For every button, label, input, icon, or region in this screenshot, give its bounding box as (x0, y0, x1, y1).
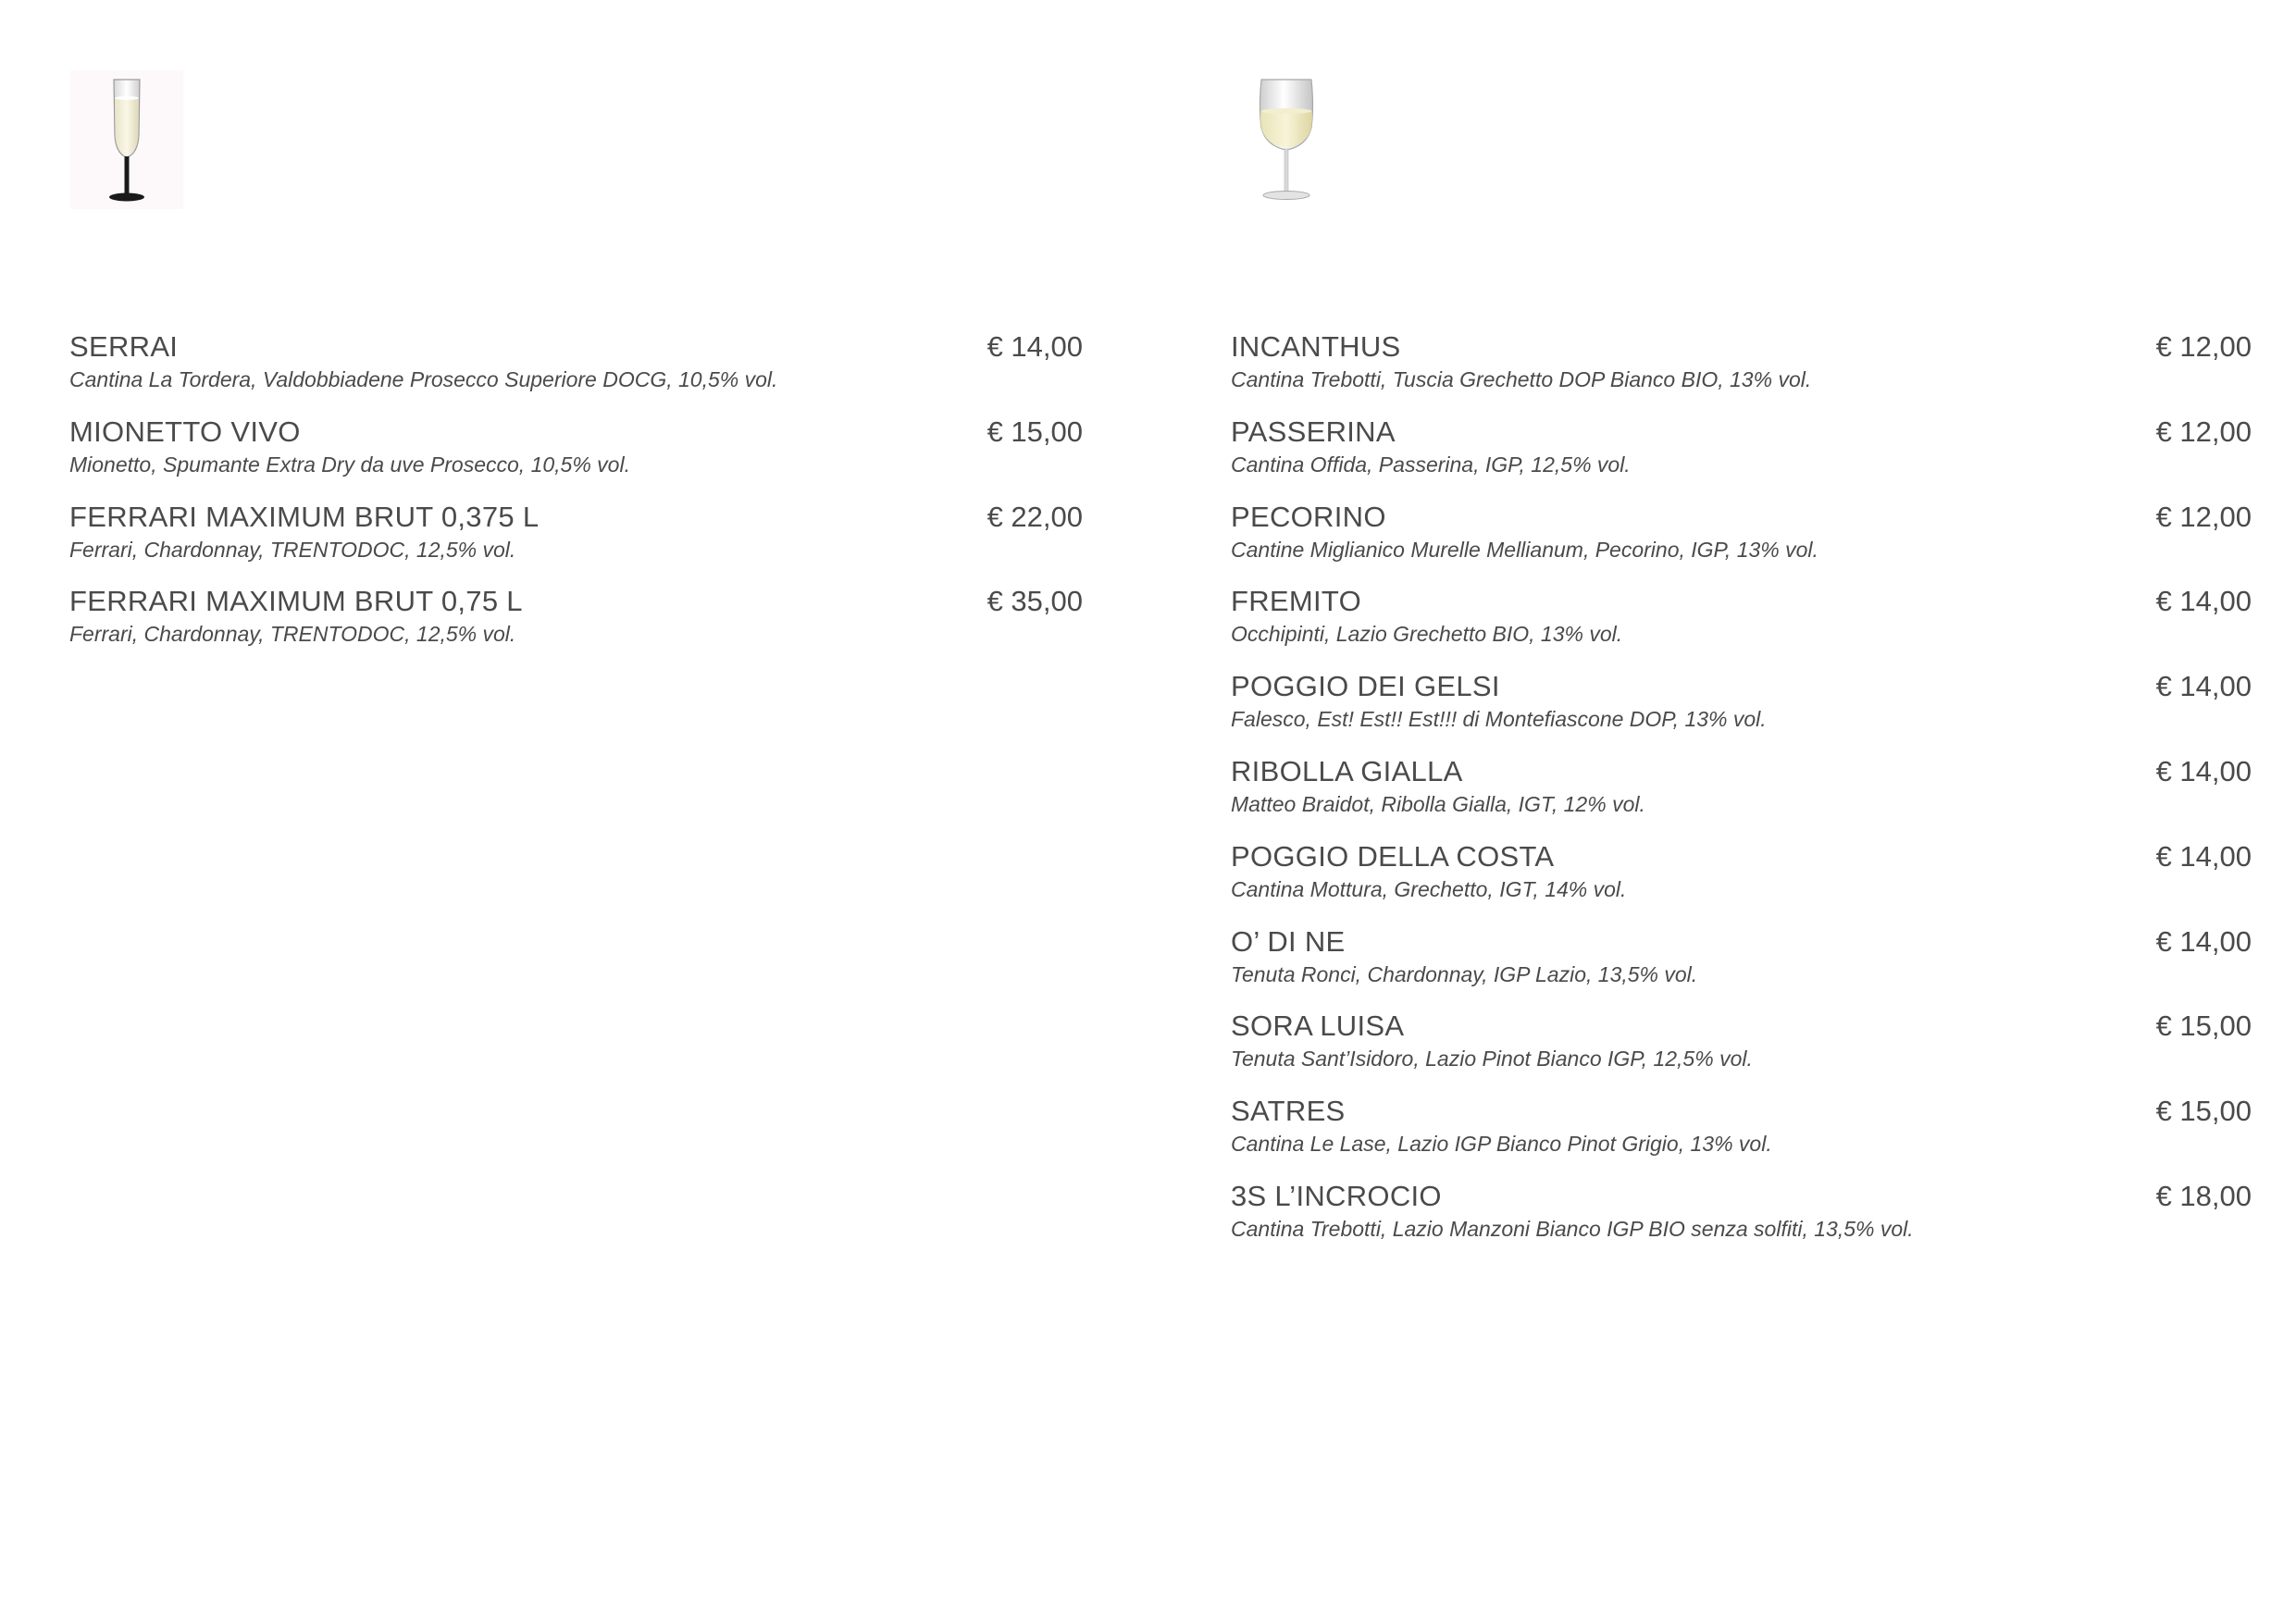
wine-price: € 14,00 (2155, 839, 2252, 873)
wine-price: € 22,00 (987, 500, 1083, 533)
wine-description: Cantina Trebotti, Lazio Manzoni Bianco IGP BIO senza solfiti, 13,5% vol. (1231, 1216, 1914, 1241)
wine-price: € 15,00 (2155, 1095, 2252, 1128)
wine-price: € 14,00 (987, 330, 1083, 363)
wine-description: Matteo Braidot, Ribolla Gialla, IGT, 12% vol. (1231, 791, 1645, 816)
wine-description: Cantina Mottura, Grechetto, IGT, 14% vol. (1231, 876, 1627, 901)
list-item (1231, 1093, 2252, 1178)
wine-name: PECORINO (1231, 500, 1386, 533)
wine-name: 3S L’INCROCIO (1231, 1179, 1442, 1212)
wine-description: Cantina Le Lase, Lazio IGP Bianco Pinot Grigio, 13% vol. (1231, 1132, 1772, 1157)
list-item (1231, 583, 2252, 668)
list-item (1231, 414, 2252, 499)
list-item (69, 583, 1083, 668)
list-item (1231, 923, 2252, 1009)
wine-name: O’ DI NE (1231, 924, 1346, 958)
wine-name: FERRARI MAXIMUM BRUT 0,75 L (69, 585, 523, 618)
wine-price: € 12,00 (2155, 330, 2252, 363)
sparkling-wine-list (69, 328, 1083, 668)
wine-price: € 35,00 (987, 585, 1083, 618)
wine-name: POGGIO DELLA COSTA (1231, 839, 1555, 873)
wine-name: PASSERINA (1231, 415, 1396, 448)
wine-price: € 12,00 (2155, 500, 2252, 533)
wine-price: € 14,00 (2155, 670, 2252, 703)
list-item (1231, 328, 2252, 414)
list-item (1231, 668, 2252, 753)
wine-name: FERRARI MAXIMUM BRUT 0,375 L (69, 500, 540, 533)
wine-description: Cantina Offida, Passerina, IGP, 12,5% vol. (1231, 452, 1631, 477)
wine-name: RIBOLLA GIALLA (1231, 754, 1463, 787)
wine-price: € 15,00 (2155, 1010, 2252, 1043)
wine-price: € 14,00 (2155, 924, 2252, 958)
wine-name: MIONETTO VIVO (69, 415, 301, 448)
list-item (1231, 1008, 2252, 1093)
wine-description: Tenuta Ronci, Chardonnay, IGP Lazio, 13,5% vol. (1231, 961, 1698, 986)
list-item (1231, 1178, 2252, 1263)
wine-name: INCANTHUS (1231, 330, 1401, 363)
wine-description: Ferrari, Chardonnay, TRENTODOC, 12,5% vol. (69, 622, 516, 647)
wine-description: Cantine Miglianico Murelle Mellianum, Pecorino, IGP, 13% vol. (1231, 537, 1818, 562)
white-wine-list (1231, 328, 2252, 1263)
list-item (1231, 499, 2252, 584)
wine-description: Cantina La Tordera, Valdobbiadene Prosecco Superiore DOCG, 10,5% vol. (69, 367, 778, 391)
list-item (1231, 753, 2252, 838)
wine-name: FREMITO (1231, 585, 1362, 618)
wine-price: € 14,00 (2155, 585, 2252, 618)
wine-price: € 18,00 (2155, 1179, 2252, 1212)
wine-description: Tenuta Sant’Isidoro, Lazio Pinot Bianco IGP, 12,5% vol. (1231, 1047, 1753, 1072)
list-item (69, 499, 1083, 584)
wine-description: Mionetto, Spumante Extra Dry da uve Prosecco, 10,5% vol. (69, 452, 630, 477)
wine-price: € 15,00 (987, 415, 1083, 448)
wine-description: Falesco, Est! Est!! Est!!! di Montefiascone DOP, 13% vol. (1231, 707, 1767, 732)
list-item (69, 328, 1083, 414)
wine-description: Ferrari, Chardonnay, TRENTODOC, 12,5% vol. (69, 537, 516, 562)
wine-name: SORA LUISA (1231, 1010, 1405, 1043)
wine-name: SATRES (1231, 1095, 1346, 1128)
wine-name: POGGIO DEI GELSI (1231, 670, 1500, 703)
wine-description: Cantina Trebotti, Tuscia Grechetto DOP Bianco BIO, 13% vol. (1231, 367, 1812, 391)
list-item (1231, 838, 2252, 923)
wine-price: € 12,00 (2155, 415, 2252, 448)
list-item (69, 414, 1083, 499)
champagne-flute-icon (70, 70, 183, 209)
wine-name: SERRAI (69, 330, 179, 363)
white-wine-glass-icon (1240, 70, 1333, 209)
wine-description: Occhipinti, Lazio Grechetto BIO, 13% vol. (1231, 622, 1623, 647)
wine-price: € 14,00 (2155, 754, 2252, 787)
